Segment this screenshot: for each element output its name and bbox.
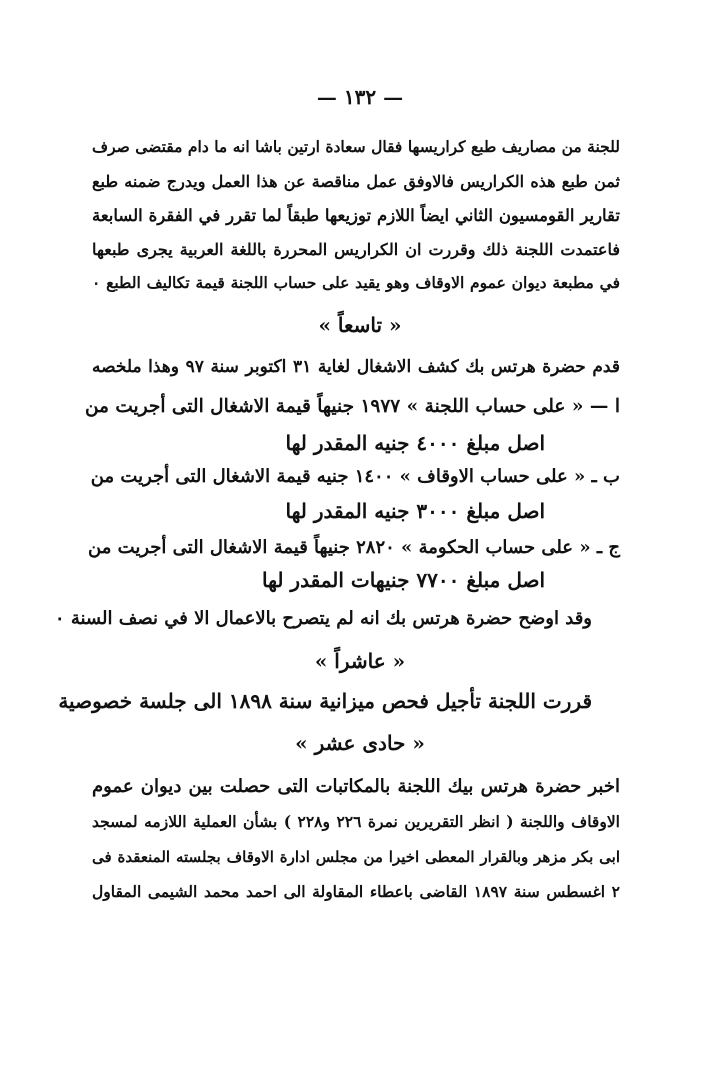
- paragraph-4-line-2: الاوقاف واللجنة ( انظر التقريرين نمرة ٢٢٦ و٢٢٨ ) بشأن العملية اللازمه لمسجد: [92, 812, 620, 831]
- item-c-line-1: ج ـ « على حساب الحكومة » ٢٨٢٠ جنيهاً قيمة الاشغال التى أجريت من: [88, 537, 620, 558]
- heading-tenth: « عاشراً »: [314, 649, 406, 673]
- paragraph-1-line-4: فاعتمدت اللجنة ذلك وقررت ان الكراريس المحررة باللغة العربية يجرى طبعها: [92, 240, 620, 259]
- paragraph-2-outro: وقد اوضح حضرة هرتس بك انه لم يتصرح بالاعمال الا في نصف السنة ٠: [54, 608, 592, 629]
- paragraph-1-line-5: في مطبعة ديوان عموم الاوقاف وهو يقيد على حساب اللجنة قيمة تكاليف الطبع ٠: [92, 273, 620, 292]
- item-b-line-2: اصل مبلغ ٣٠٠٠ جنيه المقدر لها: [285, 499, 545, 523]
- heading-ninth: « تاسعاً »: [318, 313, 402, 337]
- paragraph-1-line-2: ثمن طبع هذه الكراريس فالاوفق عمل مناقصة عن هذا العمل ويدرج ضمنه طبع: [92, 172, 620, 191]
- page-number: — ١٣٢ —: [316, 85, 404, 109]
- paragraph-4-line-4: ٢ اغسطس سنة ١٨٩٧ القاضى باعطاء المقاولة الى احمد محمد الشيمى المقاول: [92, 882, 620, 901]
- item-a-line-2: اصل مبلغ ٤٠٠٠ جنيه المقدر لها: [285, 431, 545, 455]
- paragraph-4-line-3: ابى بكر مزهر وبالقرار المعطى اخيرا من مجلس ادارة الاوقاف بجلسته المنعقدة فى: [92, 848, 620, 866]
- paragraph-2-intro: قدم حضرة هرتس بك كشف الاشغال لغاية ٣١ اكتوبر سنة ٩٧ وهذا ملخصه: [92, 357, 620, 377]
- item-c-line-2: اصل مبلغ ٧٧٠٠ جنيهات المقدر لها: [262, 568, 545, 592]
- paragraph-1-line-3: تقارير القومسيون الثاني ايضاً اللازم توزيعها طبقاً لما تقرر في الفقرة السابعة: [92, 206, 620, 225]
- item-b-line-1: ب ـ « على حساب الاوقاف » ١٤٠٠ جنيه قيمة الاشغال التى أجريت من: [90, 466, 620, 487]
- heading-eleventh: « حادى عشر »: [295, 731, 425, 755]
- paragraph-3: قررت اللجنة تأجيل فحص ميزانية سنة ١٨٩٨ الى جلسة خصوصية: [58, 689, 592, 713]
- paragraph-1-line-1: للجنة من مصاريف طبع كراريسها فقال سعادة ارتين باشا انه ما دام مقتضى صرف: [92, 137, 620, 156]
- paragraph-4-line-1: اخبر حضرة هرتس بيك اللجنة بالمكاتبات التى حصلت بين ديوان عموم: [92, 776, 620, 797]
- item-a-line-1: ا — « على حساب اللجنة » ١٩٧٧ جنيهاً قيمة الاشغال التى أجريت من: [84, 396, 620, 417]
